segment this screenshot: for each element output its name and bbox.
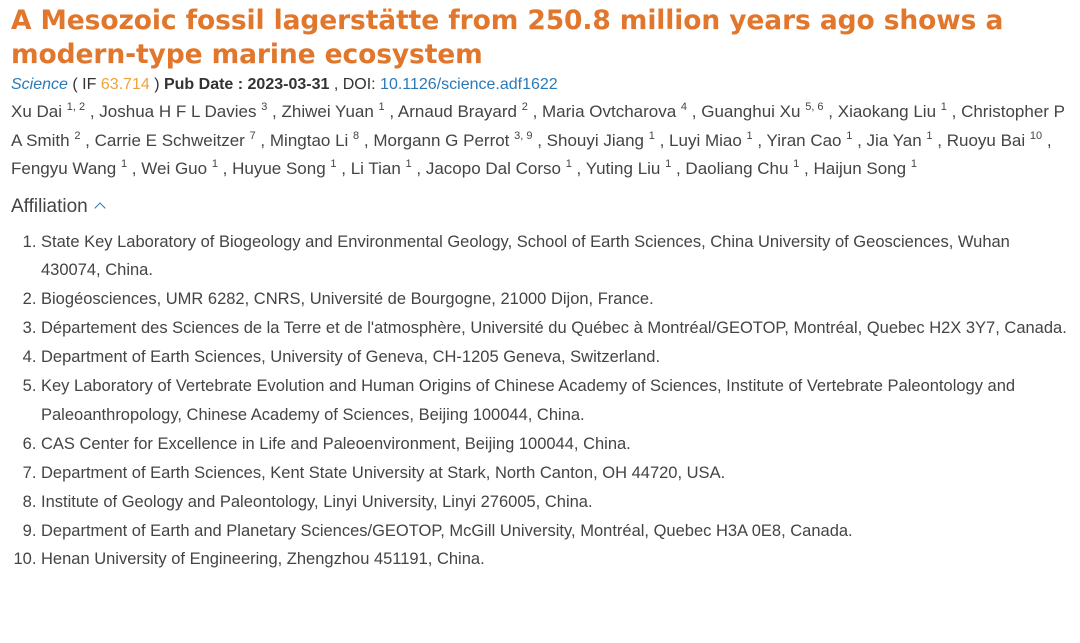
author-affiliation-index: 1 xyxy=(746,129,753,142)
affiliation-list xyxy=(11,228,1070,575)
affiliation-item: 9. Department of Earth and Planetary Sciences/GEOTOP, McGill University, Montréal, Quebec H3A 0E8, Canada. xyxy=(41,517,1070,546)
author-name[interactable]: Zhiwei Yuan xyxy=(281,102,374,121)
author-affiliation-index: 1 xyxy=(378,101,385,113)
chevron-up-icon[interactable] xyxy=(94,202,105,213)
author-affiliation-index: 1 xyxy=(846,129,853,142)
pub-date: Pub Date : 2023-03-31 xyxy=(163,76,330,93)
author-list: Xu Dai $^{1, 2}$ , Joshua H F L Davies $^3$ , Zhiwei Yuan $^1$ , Arnaud Brayard $^2$ , Maria Ovtcharova $^4$ , Guanghui Xu $^{5, 6}$ , Xiaokang Liu $^1$ , Christopher P A Smith $^2$ , Carrie E Schweitzer $^7$ , Mingtao Li $^8$ , Morgann G Perrot $^{3, 9}$ , Shouyi Jiang $^1$ , Luyi Miao $^1$ , Yiran Cao $^1$ , Jia Yan $^1$ , Ruoyu Bai $^{10}$ , Fengyu Wang $^1$ , Wei Guo $^1$ , Huyue Song $^1$ , Li Tian $^1$ , Jacopo Dal Corso $^1$ , Yuting Liu $^1$ , Daoliang Chu $^1$ , Haijun Song $^1$ xyxy=(11,101,1065,178)
author-affiliation-index: 4 xyxy=(680,101,688,113)
article-meta xyxy=(11,74,1070,96)
impact-factor-close: ) xyxy=(149,76,164,93)
affiliation-item: 5. Key Laboratory of Vertebrate Evolution and Human Origins of Chinese Academy of Sciences, Institute of Vertebrate Paleontology and Paleoanthropology, Chinese Academy of Sciences, Beijing 100044, China. xyxy=(41,372,1070,430)
author-affiliation-index: 1 xyxy=(926,129,933,142)
author-affiliation-index: 1, 2 xyxy=(66,101,86,113)
author-affiliation-index: 8 xyxy=(353,129,360,142)
author-name[interactable]: Fengyu Wang xyxy=(11,159,117,178)
author-affiliation-index: 1 xyxy=(648,129,655,142)
impact-factor-value: 63.714 xyxy=(100,76,150,93)
author-name[interactable]: Wei Guo xyxy=(141,159,208,178)
doi-link[interactable]: 10.1126/science.adf1622 xyxy=(380,76,558,93)
author-name[interactable]: Li Tian xyxy=(350,159,401,178)
journal-link[interactable]: Science xyxy=(11,76,68,93)
author-name[interactable]: Luyi Miao xyxy=(669,130,742,150)
author-affiliation-index: 3, 9 xyxy=(514,129,533,142)
author-affiliation-index: 1 xyxy=(665,158,672,170)
affiliation-item: 3. Département des Sciences de la Terre et de l'atmosphère, Université du Québec à Montréal/GEOTOP, Montréal, Quebec H2X 3Y7, Canada. xyxy=(41,314,1070,343)
author-affiliation-index: 1 xyxy=(211,158,218,170)
affiliation-item: 4. Department of Earth Sciences, University of Geneva, CH-1205 Geneva, Switzerland. xyxy=(41,343,1070,372)
affiliation-item: 10. Henan University of Engineering, Zhengzhou 451191, China. xyxy=(41,545,1070,574)
author-name[interactable]: Arnaud Brayard xyxy=(397,102,517,121)
affiliation-heading: Affiliation xyxy=(11,195,88,217)
author-name[interactable]: Shouyi Jiang xyxy=(546,130,645,150)
affiliation-item: 6. CAS Center for Excellence in Life and Paleoenvironment, Beijing 100044, China. xyxy=(41,430,1070,459)
author-affiliation-index: 5, 6 xyxy=(805,101,824,113)
affiliation-toggle[interactable] xyxy=(11,194,1070,220)
affiliation-item: 7. Department of Earth Sciences, Kent State University at Stark, North Canton, OH 44720, USA. xyxy=(41,459,1070,488)
author-affiliation-index: 7 xyxy=(249,129,256,142)
author-affiliation-index: 2 xyxy=(74,129,81,142)
affiliation-item: 1. State Key Laboratory of Biogeology and Environmental Geology, School of Earth Sciences, China University of Geosciences, Wuhan 430074, China. xyxy=(41,228,1070,286)
author-affiliation-index: 1 xyxy=(910,158,917,170)
impact-factor-open: ( IF xyxy=(67,76,101,93)
author-name[interactable]: Joshua H F L Davies xyxy=(99,102,257,121)
author-affiliation-index: 2 xyxy=(521,101,528,113)
author-name[interactable]: Yiran Cao xyxy=(766,130,842,150)
author-name[interactable]: Huyue Song xyxy=(232,159,326,178)
author-affiliation-index: 1 xyxy=(405,158,412,170)
author-affiliation-index: 1 xyxy=(330,158,337,170)
author-name[interactable]: Mingtao Li xyxy=(269,130,349,150)
author-name[interactable]: Morgann G Perrot xyxy=(373,130,510,150)
author-name[interactable]: Xiaokang Liu xyxy=(837,102,937,121)
author-name[interactable]: Jacopo Dal Corso xyxy=(425,159,561,178)
article-title: A Mesozoic fossil lagerstätte from 250.8 million years ago shows a modern-type marine ecosystem xyxy=(11,5,1004,70)
author-name[interactable]: Maria Ovtcharova xyxy=(542,102,677,121)
author-affiliation-index: 10 xyxy=(1029,129,1043,142)
author-name[interactable]: Yuting Liu xyxy=(585,159,661,178)
author-name[interactable]: Haijun Song xyxy=(813,159,907,178)
author-affiliation-index: 1 xyxy=(793,158,800,170)
affiliation-item: 2. Biogéosciences, UMR 6282, CNRS, Université de Bourgogne, 21000 Dijon, France. xyxy=(41,285,1070,314)
author-affiliation-index: 1 xyxy=(565,158,572,170)
author-affiliation-index: 1 xyxy=(120,158,128,170)
author-affiliation-index: 3 xyxy=(261,101,268,113)
doi-label: , DOI: xyxy=(329,76,381,93)
author-name[interactable]: Ruoyu Bai xyxy=(946,130,1026,150)
author-affiliation-index: 1 xyxy=(940,101,947,113)
author-name[interactable]: Christopher P A Smith xyxy=(11,102,1065,150)
author-name[interactable]: Xu Dai xyxy=(11,102,63,121)
author-name[interactable]: Carrie E Schweitzer xyxy=(94,130,245,150)
author-name[interactable]: Daoliang Chu xyxy=(685,159,789,178)
affiliation-item: 8. Institute of Geology and Paleontology, Linyi University, Linyi 276005, China. xyxy=(41,488,1070,517)
author-name[interactable]: Guanghui Xu xyxy=(701,102,801,121)
author-name[interactable]: Jia Yan xyxy=(866,130,922,150)
